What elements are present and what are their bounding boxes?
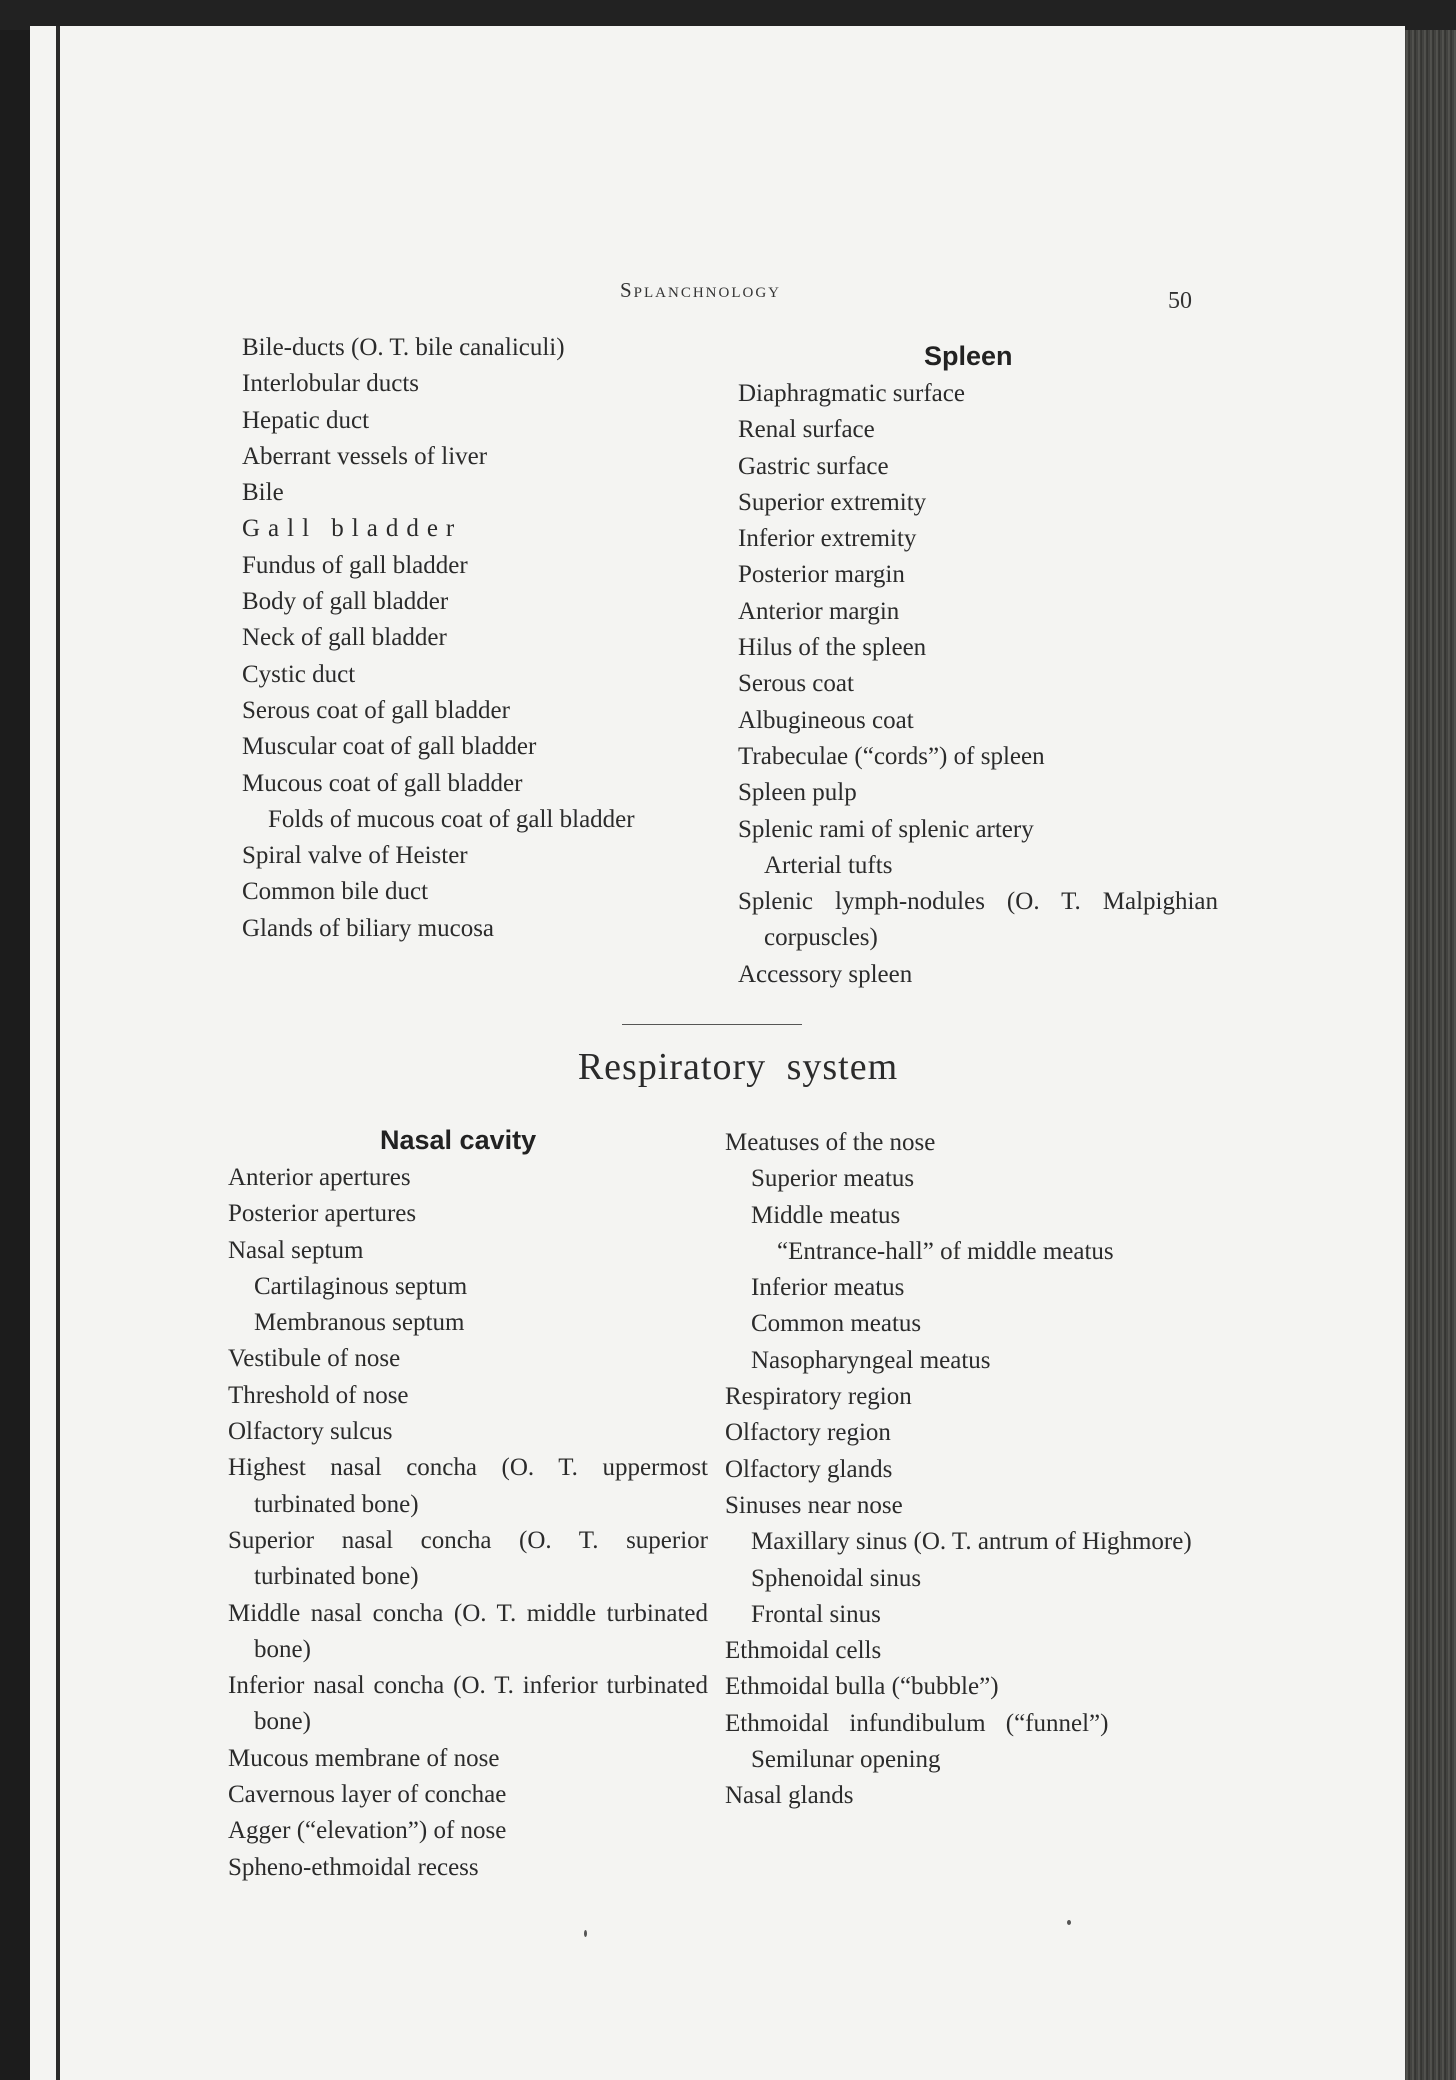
list-item: Posterior apertures xyxy=(228,1200,417,1228)
print-speck xyxy=(1067,1920,1071,1925)
list-item: Nasopharyngeal meatus xyxy=(751,1346,991,1374)
list-item: Spleen pulp xyxy=(738,779,857,807)
list-item: Bile-ducts (O. T. bile canaliculi) xyxy=(242,334,565,361)
list-item: Neck of gall bladder xyxy=(242,624,447,652)
list-item: Hepatic duct xyxy=(242,406,370,434)
list-item: Agger (“elevation”) of nose xyxy=(228,1817,507,1845)
nasal-cavity-right-column xyxy=(725,1125,1205,1815)
list-item: Anterior margin xyxy=(738,597,900,625)
list-item: Trabeculae (“cords”) of spleen xyxy=(738,742,1045,770)
list-item: Inferior meatus xyxy=(751,1274,905,1302)
list-item: Arterial tufts xyxy=(764,851,893,879)
nasal-cavity-right-list xyxy=(725,1125,1205,1815)
list-item: “Entrance-hall” of middle meatus xyxy=(777,1237,1114,1265)
list-item: Ethmoidal bulla (“bubble”) xyxy=(725,1673,999,1701)
list-item: Renal surface xyxy=(738,416,875,444)
list-item: Middle nasal concha (O. T. middle turbinated bone) xyxy=(228,1599,708,1663)
list-item: Diaphragmatic surface xyxy=(738,380,965,407)
nasal-cavity-left-column xyxy=(228,1120,708,1886)
list-item: Mucous membrane of nose xyxy=(228,1744,500,1772)
list-item: Olfactory sulcus xyxy=(228,1418,393,1446)
list-item: Hilus of the spleen xyxy=(738,634,927,662)
list-item: Superior extremity xyxy=(738,488,927,516)
list-item: Cavernous layer of conchae xyxy=(228,1781,507,1809)
list-item: Spiral valve of Heister xyxy=(242,842,468,870)
respiratory-section-title: Respiratory system xyxy=(577,1046,899,1088)
list-item: Splenic lymph-nodules (O. T. Malpighian corpuscles) xyxy=(738,888,1218,952)
list-item: Interlobular ducts xyxy=(242,370,420,398)
list-item: Middle meatus xyxy=(751,1201,901,1229)
list-item: Inferior nasal concha (O. T. inferior turbinated bone) xyxy=(228,1672,708,1736)
list-item: Maxillary sinus (O. T. antrum of Highmore) xyxy=(751,1528,1192,1556)
list-item: Cartilaginous septum xyxy=(254,1272,468,1300)
list-item: Sinuses near nose xyxy=(725,1491,903,1519)
list-item: Serous coat xyxy=(738,670,854,698)
list-item: Body of gall bladder xyxy=(242,588,449,616)
list-item: Splenic rami of splenic artery xyxy=(738,815,1034,843)
list-item: Glands of biliary mucosa xyxy=(242,914,495,942)
list-item: Fundus of gall bladder xyxy=(242,551,468,579)
list-item: Muscular coat of gall bladder xyxy=(242,733,537,761)
list-item: Common bile duct xyxy=(242,878,429,906)
list-item: Threshold of nose xyxy=(228,1381,409,1409)
running-title: Splanchnology xyxy=(620,278,782,302)
list-item: Superior nasal concha (O. T. superior turbinated bone) xyxy=(228,1526,708,1591)
list-item: Vestibule of nose xyxy=(228,1345,401,1373)
list-item: Gastric surface xyxy=(738,452,889,480)
list-item: Common meatus xyxy=(751,1310,922,1338)
spleen-list xyxy=(738,376,1218,993)
list-item: Nasal glands xyxy=(725,1782,854,1810)
list-item: Ethmoidal infundibulum (“funnel”) xyxy=(725,1709,1109,1737)
nasal-cavity-heading: Nasal cavity xyxy=(380,1125,537,1155)
list-item: Meatuses of the nose xyxy=(725,1129,936,1156)
list-item: Spheno-ethmoidal recess xyxy=(228,1853,479,1881)
spleen-heading: Spleen xyxy=(924,341,1013,371)
print-speck xyxy=(584,1930,587,1937)
page-number: 50 xyxy=(1168,288,1192,314)
list-item: Anterior apertures xyxy=(228,1164,411,1191)
list-item: Posterior margin xyxy=(738,561,905,589)
spleen-column xyxy=(738,336,1218,993)
list-item: Semilunar opening xyxy=(751,1746,941,1774)
list-item: Superior meatus xyxy=(751,1165,915,1193)
list-item: Nasal septum xyxy=(228,1236,364,1264)
list-item: Inferior extremity xyxy=(738,525,917,553)
list-item: Aberrant vessels of liver xyxy=(242,442,488,470)
liver-list xyxy=(242,330,722,947)
list-item: Albugineous coat xyxy=(738,706,914,734)
list-item: Accessory spleen xyxy=(738,960,913,988)
nasal-cavity-left-list xyxy=(228,1160,708,1886)
list-item: Sphenoidal sinus xyxy=(751,1564,922,1592)
list-item: Membranous septum xyxy=(254,1309,465,1337)
list-item: Olfactory glands xyxy=(725,1455,893,1483)
list-item: Folds of mucous coat of gall bladder xyxy=(268,805,635,833)
liver-list-column xyxy=(242,330,722,947)
list-item: Mucous coat of gall bladder xyxy=(242,769,523,797)
list-item: Frontal sinus xyxy=(751,1600,881,1628)
list-item: Olfactory region xyxy=(725,1419,891,1447)
list-item: Gall bladder xyxy=(242,515,463,543)
list-item: Highest nasal concha (O. T. uppermost turbinated bone) xyxy=(228,1454,708,1518)
list-item: Respiratory region xyxy=(725,1383,912,1411)
section-divider xyxy=(622,1024,802,1025)
list-item: Cystic duct xyxy=(242,660,356,688)
list-item: Bile xyxy=(242,479,284,507)
list-item: Serous coat of gall bladder xyxy=(242,696,510,724)
list-item: Ethmoidal cells xyxy=(725,1637,882,1665)
